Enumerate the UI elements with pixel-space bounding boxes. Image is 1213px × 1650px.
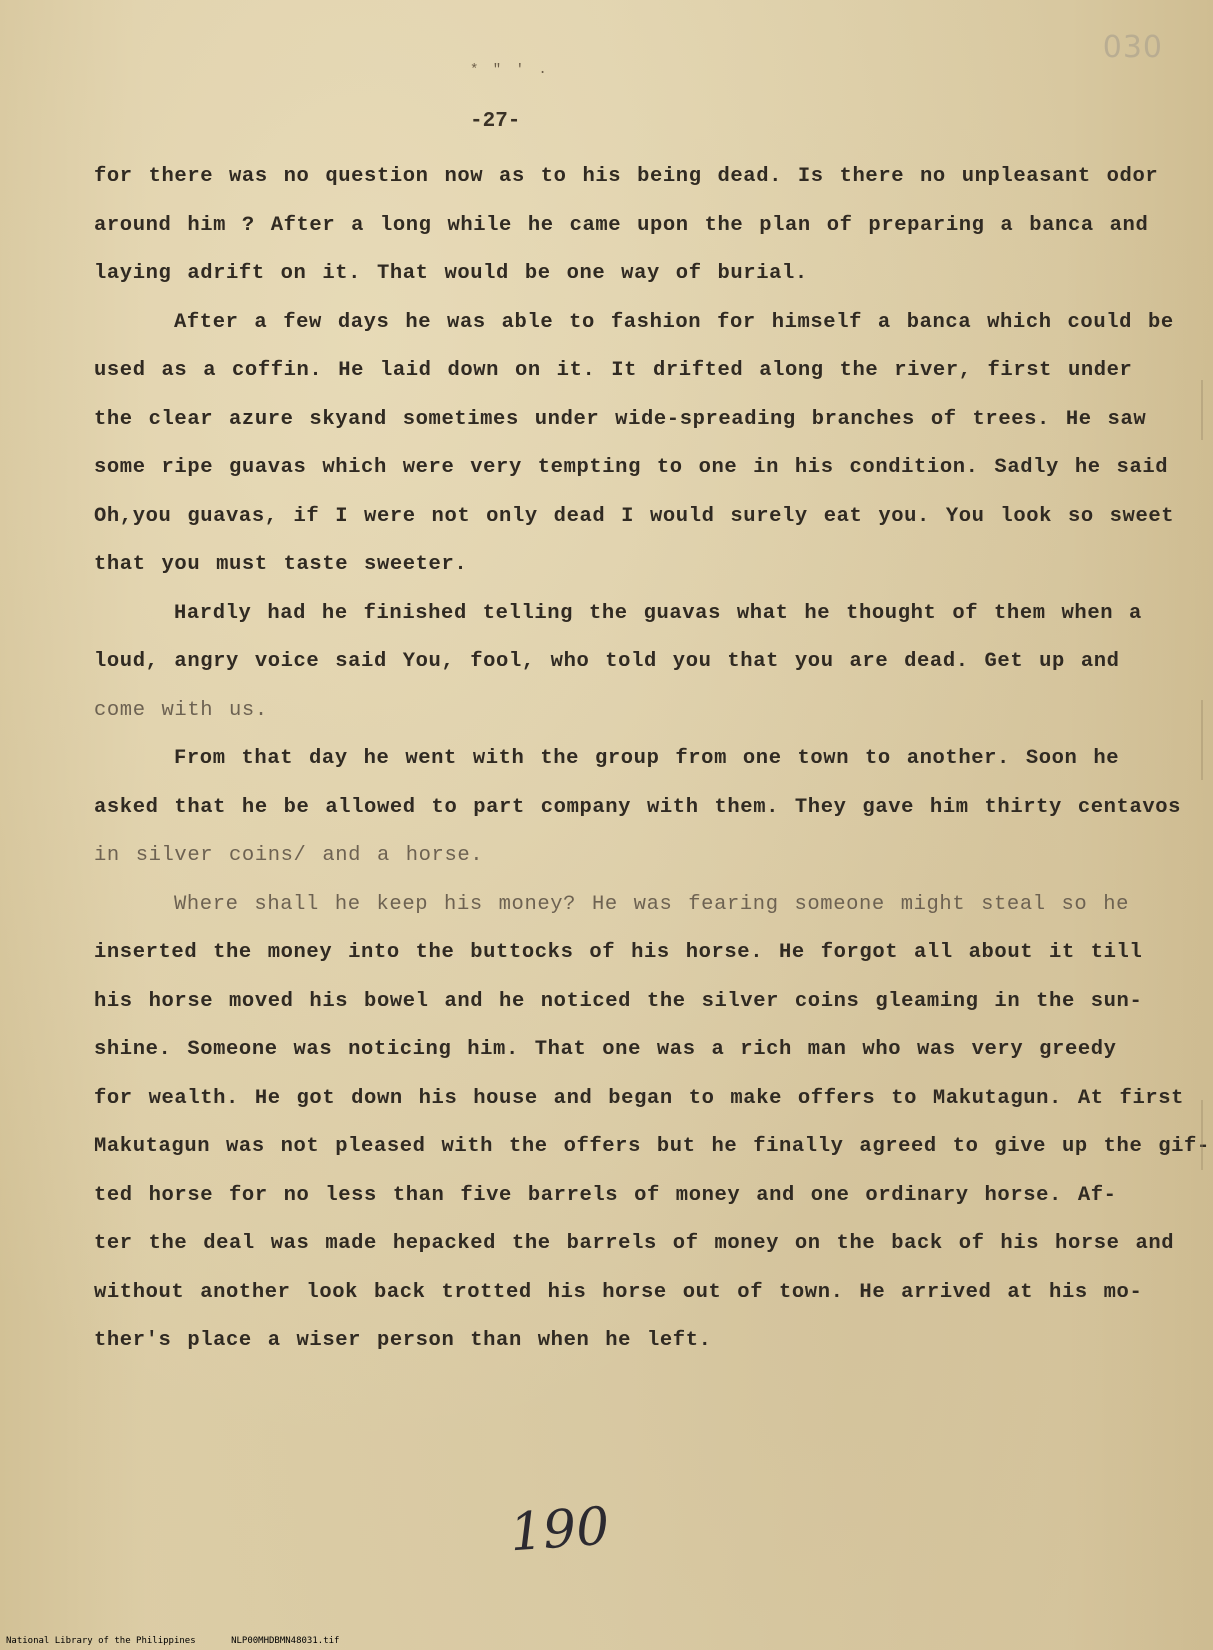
text-line: After a few days he was able to fashion for himself a banca which could be <box>174 310 1174 334</box>
text-line: laying adrift on it. That would be one way of burial. <box>94 262 808 285</box>
text-line: that you must taste sweeter. <box>94 553 468 576</box>
text-line: Makutagun was not pleased with the offers but he finally agreed to give up the gif- <box>94 1135 1210 1158</box>
handwritten-folio-number: 190 <box>508 1496 612 1564</box>
text-line: ther's place a wiser person than when he left. <box>94 1329 712 1352</box>
text-line: asked that he be allowed to part company with them. They gave him thirty centavos <box>94 795 1182 819</box>
edge-mark <box>1201 380 1203 440</box>
text-line: From that day he went with the group from one town to another. Soon he <box>174 747 1120 770</box>
text-line: the clear azure skyand sometimes under wide-spreading branches of trees. He saw <box>94 407 1147 431</box>
text-line: shine. Someone was noticing him. That one was a rich man who was very greedy <box>94 1038 1117 1061</box>
library-name: National Library of the Philippines <box>6 1636 196 1646</box>
text-line: around him ? After a long while he came upon the plan of preparing a banca and <box>94 213 1149 237</box>
edge-mark <box>1201 1100 1203 1170</box>
body-text <box>94 153 1210 1366</box>
text-line: without another look back trotted his horse out of town. He arrived at his mo- <box>94 1280 1143 1304</box>
page-number: -27- <box>470 110 521 133</box>
text-line: for wealth. He got down his house and began to make offers to Makutagun. At first <box>94 1086 1185 1110</box>
text-line: some ripe guavas which were very tempting to one in his condition. Sadly he said <box>94 456 1169 479</box>
text-line: for there was no question now as to his being dead. Is there no unpleasant odor <box>94 165 1159 188</box>
scan-footer <box>6 1636 369 1646</box>
header-dots: * " ' . <box>470 62 550 78</box>
text-line: ter the deal was made hepacked the barrels of money on the back of his horse and <box>94 1232 1175 1255</box>
text-line: Oh,you guavas, if I were not only dead I would surely eat you. You look so sweet <box>94 504 1175 528</box>
text-line: in silver coins/ and a horse. <box>94 844 484 867</box>
text-line: come with us. <box>94 698 268 722</box>
text-line: his horse moved his bowel and he noticed the silver coins gleaming in the sun- <box>94 989 1143 1013</box>
text-line: Hardly had he finished telling the guavas what he thought of them when a <box>174 601 1142 625</box>
text-line: loud, angry voice said You, fool, who told you that you are dead. Get up and <box>94 650 1120 673</box>
file-name: NLP00MHDBMN48031.tif <box>231 1636 340 1646</box>
text-line: Where shall he keep his money? He was fearing someone might steal so he <box>174 892 1130 916</box>
text-line: used as a coffin. He laid down on it. It drifted along the river, first under <box>94 359 1133 382</box>
edge-mark <box>1201 700 1203 780</box>
archive-stamp: 030 <box>1102 30 1163 65</box>
text-line: inserted the money into the buttocks of his horse. He forgot all about it till <box>94 941 1143 964</box>
text-line: ted horse for no less than five barrels of money and one ordinary horse. Af- <box>94 1183 1117 1207</box>
